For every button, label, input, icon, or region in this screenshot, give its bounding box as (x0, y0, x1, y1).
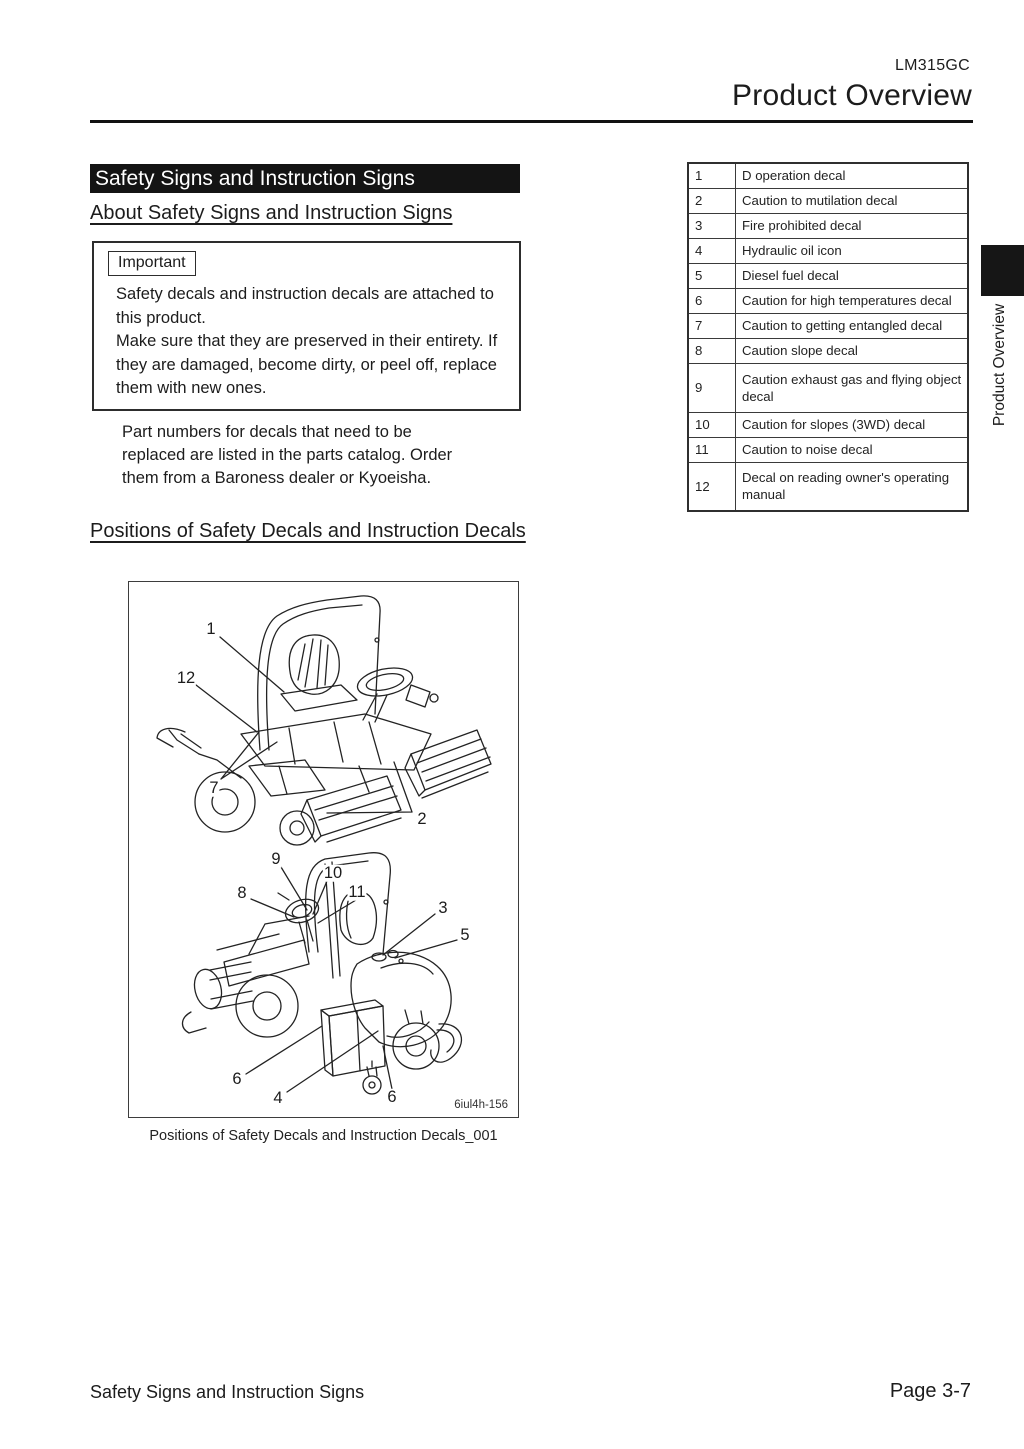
mower-front-view (182, 849, 461, 1094)
decal-description: Caution to getting entangled decal (736, 313, 969, 338)
figure-callout: 7 (209, 778, 219, 797)
decal-description: Caution slope decal (736, 338, 969, 363)
decal-description: Caution to noise decal (736, 437, 969, 462)
footer-page-number: Page 3-7 (889, 1380, 971, 1402)
decal-number: 9 (688, 363, 736, 412)
figure-callout: 8 (237, 883, 247, 902)
page-title: Product Overview (732, 79, 972, 112)
decal-description: D operation decal (736, 163, 969, 188)
table-row (688, 338, 968, 363)
figure-callout: 10 (323, 863, 343, 882)
mower-illustration (129, 582, 517, 1116)
figure-callout: 3 (438, 898, 448, 917)
figure-callout: 12 (176, 668, 196, 687)
decal-number: 8 (688, 338, 736, 363)
table-row (688, 238, 968, 263)
section-title-bar: Safety Signs and Instruction Signs (90, 164, 520, 193)
figure-callout: 4 (273, 1088, 283, 1107)
decal-number: 10 (688, 412, 736, 437)
decal-description: Hydraulic oil icon (736, 238, 969, 263)
decal-number: 5 (688, 263, 736, 288)
table-row (688, 462, 968, 511)
body-paragraph: Part numbers for decals that need to be replaced are listed in the parts catalog. Order them from a Baroness dealer or Kyoeisha. (122, 423, 453, 487)
decal-number: 1 (688, 163, 736, 188)
decal-number: 2 (688, 188, 736, 213)
decal-number: 11 (688, 437, 736, 462)
model-number: LM315GC (894, 57, 970, 74)
figure-callout: 5 (460, 925, 470, 944)
decal-description: Caution for slopes (3WD) decal (736, 412, 969, 437)
table-row (688, 437, 968, 462)
side-tab-label: Product Overview (991, 303, 1008, 427)
table-row (688, 363, 968, 412)
decal-description: Fire prohibited decal (736, 213, 969, 238)
decal-number: 3 (688, 213, 736, 238)
table-row (688, 213, 968, 238)
table-row (688, 163, 968, 188)
important-note (92, 241, 521, 411)
decal-number: 6 (688, 288, 736, 313)
figure-callout: 11 (348, 882, 366, 901)
decal-description: Caution to mutilation decal (736, 188, 969, 213)
decal-table (687, 162, 969, 512)
figure-code: 6iul4h-156 (454, 1099, 508, 1111)
figure-callout: 2 (417, 809, 427, 828)
figure-caption: Positions of Safety Decals and Instruction Decals_001 (149, 1128, 498, 1144)
decal-description: Decal on reading owner's operating manual (736, 462, 969, 511)
decal-description: Caution for high temperatures decal (736, 288, 969, 313)
figure-callout: 6 (232, 1069, 242, 1088)
figure-callout: 6 (387, 1087, 397, 1106)
important-paragraph-2: Make sure that they are preserved in their entirety. If they are damaged, become dirty, or peel off, replace them with new ones. (116, 332, 498, 397)
figure-callout: 9 (271, 849, 281, 868)
table-row (688, 313, 968, 338)
about-heading: About Safety Signs and Instruction Signs (90, 202, 453, 224)
table-row (688, 263, 968, 288)
important-label: Important (108, 251, 196, 276)
figure-callout: 1 (206, 619, 216, 638)
decal-number: 4 (688, 238, 736, 263)
table-row (688, 412, 968, 437)
positions-heading: Positions of Safety Decals and Instruction Decals (90, 520, 526, 542)
decal-description: Diesel fuel decal (736, 263, 969, 288)
table-row (688, 188, 968, 213)
important-text (116, 283, 507, 401)
important-paragraph-1: Safety decals and instruction decals are attached to this product. (116, 285, 494, 327)
decal-number: 7 (688, 313, 736, 338)
table-row (688, 288, 968, 313)
footer-section-title: Safety Signs and Instruction Signs (90, 1382, 365, 1402)
decal-description: Caution exhaust gas and flying object decal (736, 363, 969, 412)
figure-box (128, 581, 519, 1118)
header-rule (90, 120, 973, 123)
decal-number: 12 (688, 462, 736, 511)
